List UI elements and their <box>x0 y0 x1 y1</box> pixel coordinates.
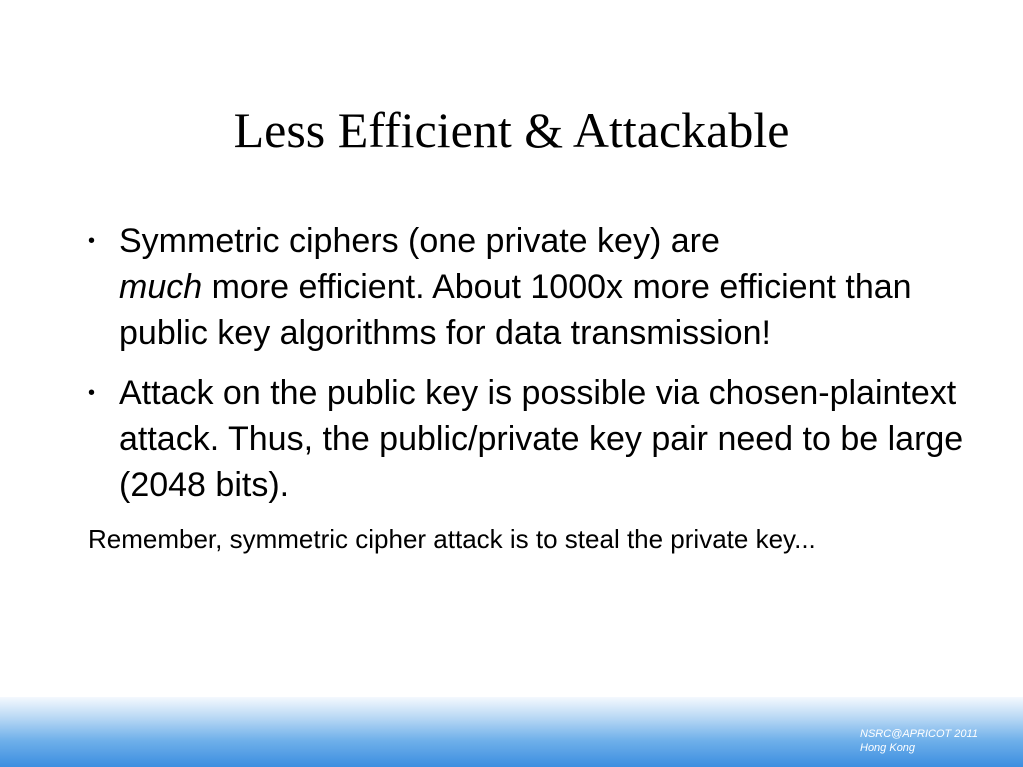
slide-content <box>88 218 968 556</box>
bullet-marker: • <box>88 382 96 404</box>
footer-line-1: NSRC@APRICOT 2011 <box>860 728 978 740</box>
bullet-marker: • <box>88 230 96 252</box>
note-text: Remember, symmetric cipher attack is to steal the private key... <box>88 524 816 554</box>
bullet-emphasis: much <box>119 268 203 306</box>
footer-line-2: Hong Kong <box>860 742 916 754</box>
bullet-text <box>119 222 912 352</box>
slide-title: Less Efficient & Attackable <box>233 102 790 158</box>
bullet-text: Attack on the public key is possible via chosen-plaintext attack. Thus, the public/private key pair need to be large (2048 bits). <box>119 374 964 504</box>
footer-text <box>860 727 978 755</box>
bullet-item <box>88 218 968 356</box>
bullet-item <box>88 370 968 508</box>
bullet-text-part: Symmetric ciphers (one private key) are <box>119 222 720 260</box>
bullet-text-part: more efficient. About 1000x more efficient than public key algorithms for data transmission! <box>119 268 912 352</box>
